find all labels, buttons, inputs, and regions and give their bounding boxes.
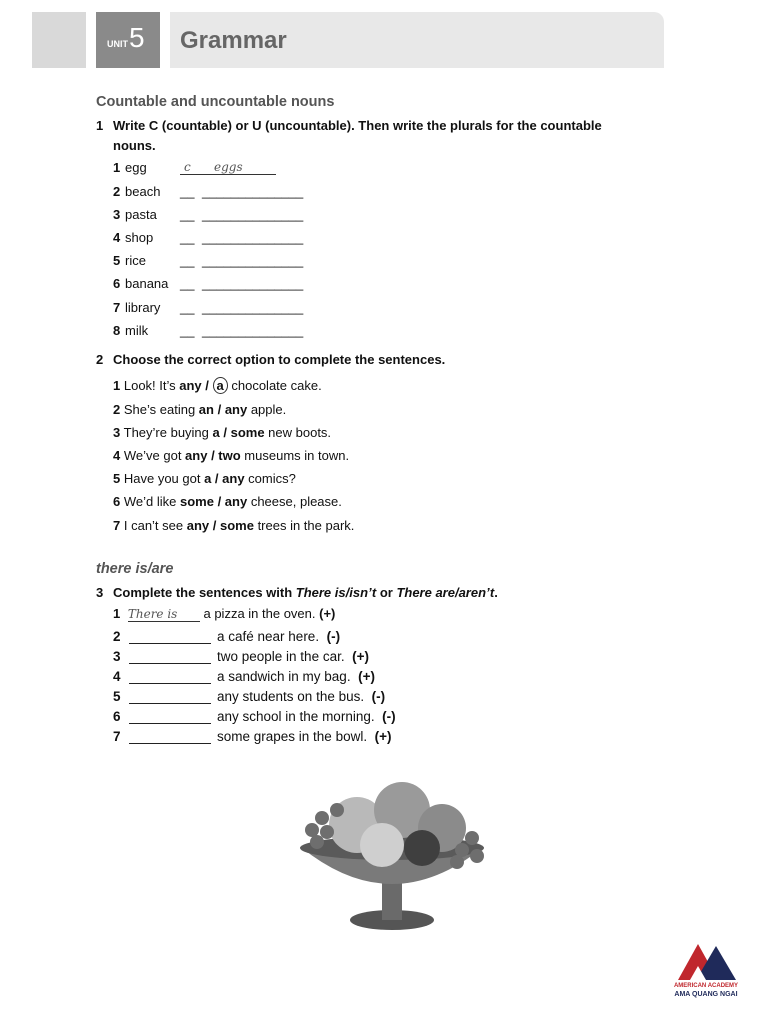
item-number: 4 [113,669,121,684]
sentence-text: some grapes in the bowl. [217,729,368,744]
item-number: 8 [113,323,121,338]
noun-word: shop [125,230,154,245]
plural-answer[interactable]: ______________ [202,253,304,268]
option-1[interactable]: any [185,448,208,463]
option-2[interactable]: some [219,518,254,533]
sentence-text: a sandwich in my bag. [217,669,351,684]
fill-sentence-row [113,709,396,724]
sentence-row: 3 They’re buying a / some new boots. [113,425,332,440]
option-1[interactable]: any [179,378,202,393]
option-1[interactable]: a [212,425,220,440]
sign: (+) [352,649,369,664]
unit-label: UNIT [107,39,128,49]
noun-word: milk [125,323,149,338]
exercise-number: 1 [96,118,104,133]
instruction-text: Complete the sentences with There is/isn’t or There are/aren’t. [113,585,498,600]
type-answer[interactable]: __ [180,253,195,268]
noun-word: egg [125,160,147,175]
option-2[interactable]: a [213,377,228,394]
type-answer[interactable]: __ [180,207,195,222]
item-number: 6 [113,276,121,291]
academy-logo [666,940,746,1004]
noun-word: beach [125,184,161,199]
title-bar [170,12,664,68]
option-2[interactable]: two [218,448,241,463]
answer-blank[interactable] [129,649,211,664]
fill-sentence-row [113,649,369,664]
sign: (-) [382,709,396,724]
header-grey-block [32,12,86,68]
answer-there-is: There is [128,607,200,622]
unit-badge [96,12,160,68]
sentence-row: 5 Have you got a / any comics? [113,471,296,486]
sentence-row: 1 Look! It’s any / a chocolate cake. [113,378,322,393]
sign: (-) [326,629,341,644]
type-answer[interactable]: __ [180,300,195,315]
fill-sentence-row [113,629,341,644]
instruction-text: Write C (countable) or U (uncountable). Then write the plurals for the countable nouns. [113,118,602,153]
sentence-text: a café near here. [217,629,320,644]
logo-mark-icon [666,940,746,982]
type-answer[interactable]: __ [180,230,195,245]
instruction-text: Choose the correct option to complete the sentences. [113,352,446,367]
item-number: 2 [113,629,121,644]
item-number: 1 [113,160,121,175]
section-heading-nouns: Countable and uncountable nouns [96,94,335,110]
item-number: 7 [113,729,121,744]
type-answer[interactable]: __ [180,276,195,291]
noun-word: pasta [125,207,157,222]
sentence-row: 2 She’s eating an / any apple. [113,402,287,417]
plural-answer[interactable]: ______________ [202,207,304,222]
sign: (+) [374,729,392,744]
option-1[interactable]: any [186,518,210,533]
answer-blank[interactable] [129,689,211,704]
plural-answer[interactable]: ______________ [202,230,304,245]
plural-answer[interactable]: eggs [202,160,276,175]
item-number: 6 [113,709,121,724]
answer-blank[interactable] [129,729,211,744]
section-heading-there-is-are: there is/are [96,561,174,577]
fill-sentence-row [113,689,386,704]
sentence-text: any students on the bus. [217,689,365,704]
fruit-bowl-image [282,770,502,940]
sentence-row: 4 We’ve got any / two museums in town. [113,448,350,463]
answer-blank[interactable] [129,669,211,684]
plural-answer[interactable]: ______________ [202,300,304,315]
type-answer[interactable]: __ [180,184,195,199]
sign: (-) [371,689,386,704]
item-number: 5 [113,253,121,268]
noun-word: banana [125,276,169,291]
option-2[interactable]: any [224,494,248,509]
plural-answer[interactable]: ______________ [202,276,304,291]
answer-blank[interactable] [129,709,211,724]
item-number: 3 [113,207,121,222]
fill-sentence-row [113,729,392,744]
exercise-number: 2 [96,352,104,367]
plural-answer[interactable]: ______________ [202,184,304,199]
exercise-number: 3 [96,585,104,600]
item-number: 3 [113,649,121,664]
option-1[interactable]: an [198,402,214,417]
page-title: Grammar [180,27,287,54]
option-1[interactable]: a [204,471,212,486]
option-2[interactable]: any [222,471,245,486]
item-number: 2 [113,184,121,199]
sentence-row: 7 I can’t see any / some trees in the park. [113,518,355,533]
sentence-text: any school in the morning. [217,709,375,724]
type-answer[interactable]: c [180,160,202,175]
type-answer[interactable]: __ [180,323,195,338]
item-number: 7 [113,300,121,315]
item-number: 4 [113,230,121,245]
option-2[interactable]: some [230,425,265,440]
exercise-3-example: 1 There is a pizza in the oven. (+) [113,606,336,621]
logo-line-2: AMA QUANG NGAI [674,991,738,998]
sentence-row: 6 We’d like some / any cheese, please. [113,494,342,509]
plural-answer[interactable]: ______________ [202,323,304,338]
noun-word: library [125,300,161,315]
sign: (+) [358,669,375,684]
option-2[interactable]: any [224,402,248,417]
answer-blank[interactable] [129,629,211,644]
noun-word: rice [125,253,146,268]
sentence-text: two people in the car. [217,649,345,664]
option-1[interactable]: some [179,494,214,509]
unit-number: 5 [129,22,145,53]
item-number: 5 [113,689,121,704]
logo-line-1: AMERICAN ACADEMY [673,983,739,989]
fill-sentence-row [113,669,375,684]
